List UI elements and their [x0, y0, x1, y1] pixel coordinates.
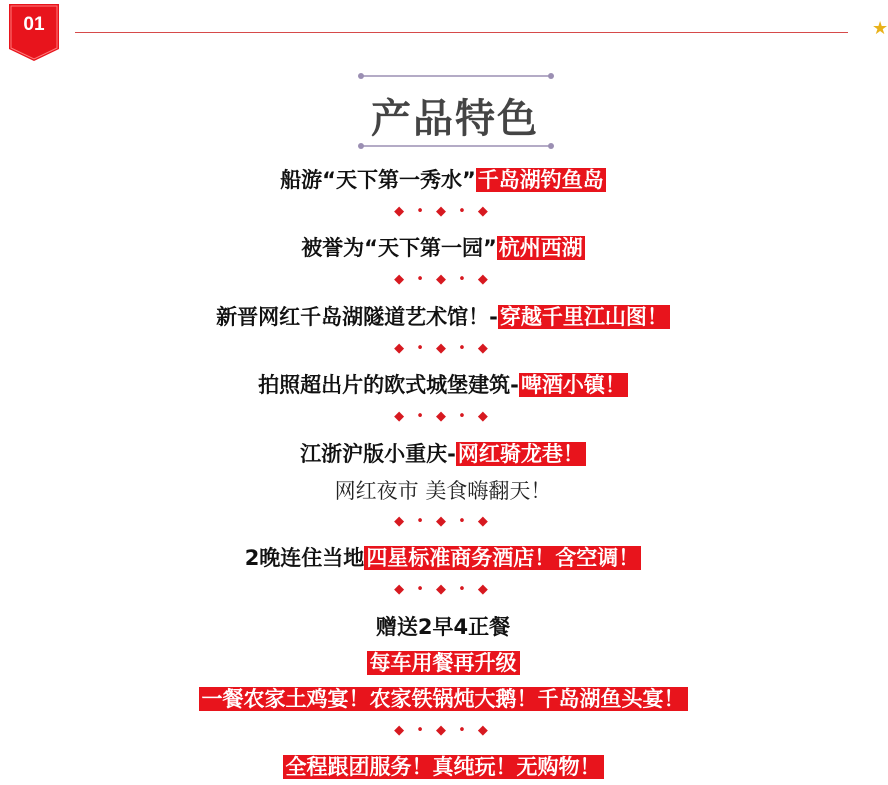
feature-line-6	[0, 542, 886, 572]
feature-subline: 网红夜市 美食嗨翻天！	[334, 479, 552, 503]
feature-line-1	[0, 164, 886, 194]
feature-line-7-sub	[0, 647, 886, 677]
page-title: 产品特色	[371, 96, 539, 142]
feature-highlight: 穿越千里江山图！	[499, 305, 668, 329]
feature-line-3	[0, 301, 886, 331]
header-divider-line	[75, 32, 848, 33]
feature-line-7: 赠送2早4正餐	[375, 615, 511, 639]
feature-highlight: 网红骑龙巷！	[457, 442, 584, 466]
diamond-divider: ◆ • ◆ • ◆	[394, 272, 492, 287]
feature-highlight: 千岛湖钓鱼岛	[477, 168, 604, 192]
diamond-divider: ◆ • ◆ • ◆	[394, 204, 492, 219]
feature-highlight: 每车用餐再升级	[367, 651, 520, 675]
feature-text: 船游“天下第一秀水”	[280, 168, 476, 192]
feature-highlight: 一餐农家土鸡宴！农家铁锅炖大鹅！千岛湖鱼头宴！	[199, 687, 688, 711]
feature-highlight: 杭州西湖	[498, 236, 583, 260]
feature-text: 拍照超出片的欧式城堡建筑-	[258, 373, 519, 397]
feature-line-2	[0, 232, 886, 262]
feature-line-5	[0, 438, 886, 468]
diamond-divider: ◆ • ◆ • ◆	[394, 582, 492, 597]
diamond-divider: ◆ • ◆ • ◆	[394, 409, 492, 424]
diamond-divider: ◆ • ◆ • ◆	[394, 341, 492, 356]
feature-highlight: 全程跟团服务！真纯玩！无购物！	[283, 755, 604, 779]
feature-text: 新晋网红千岛湖隧道艺术馆！-	[216, 305, 498, 329]
diamond-divider: ◆ • ◆ • ◆	[394, 723, 492, 738]
star-icon: ★	[872, 18, 888, 39]
feature-line-7-sub2	[0, 683, 886, 713]
feature-text: 江浙沪版小重庆-	[300, 442, 456, 466]
feature-highlight: 啤酒小镇！	[520, 373, 626, 397]
badge-number: 01	[23, 14, 45, 35]
diamond-divider: ◆ • ◆ • ◆	[394, 514, 492, 529]
feature-line-4	[0, 369, 886, 399]
feature-highlight: 四星标准商务酒店！含空调！	[366, 546, 640, 570]
feature-text: 被誉为“天下第一园”	[301, 236, 497, 260]
feature-text: 2晚连住当地	[244, 546, 365, 570]
feature-line-8	[0, 751, 886, 781]
